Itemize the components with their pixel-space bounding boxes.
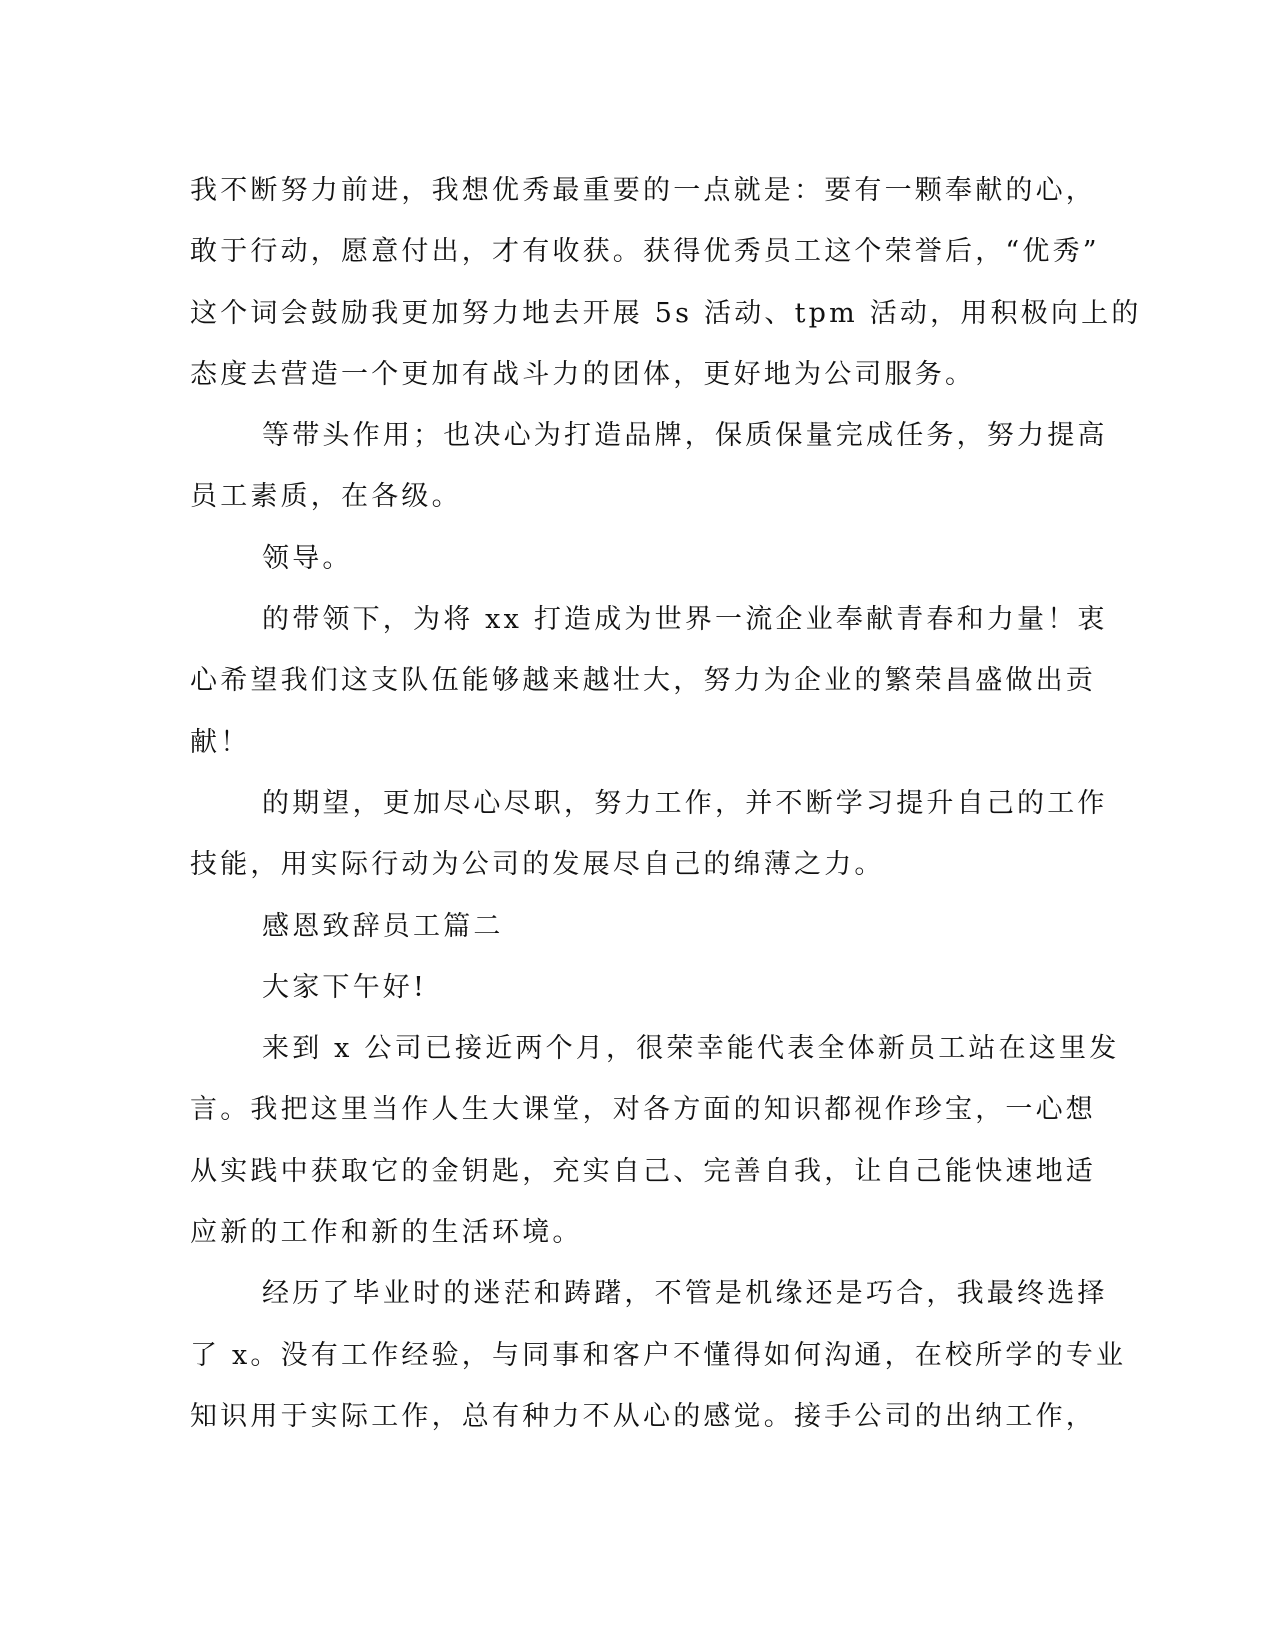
text-line: 知识用于实际工作，总有种力不从心的感觉。接手公司的出纳工作，	[190, 1400, 1096, 1432]
section-heading: 感恩致辞员工篇二	[262, 910, 504, 942]
text-line: 了 x。没有工作经验，与同事和客户不懂得如何沟通，在校所学的专业	[190, 1339, 1127, 1371]
text-line: 心希望我们这支队伍能够越来越壮大，努力为企业的繁荣昌盛做出贡	[190, 665, 1096, 697]
paragraph-start-line: 的期望，更加尽心尽职，努力工作，并不断学习提升自己的工作	[262, 787, 1108, 819]
text-line: 敢于行动，愿意付出，才有收获。获得优秀员工这个荣誉后，“优秀”	[190, 236, 1100, 268]
greeting-line: 大家下午好!	[262, 971, 428, 1003]
text-line: 言。我把这里当作人生大课堂，对各方面的知识都视作珍宝，一心想	[190, 1094, 1096, 1126]
text-line: 员工素质，在各级。	[190, 481, 462, 513]
paragraph-start-line: 领导。	[262, 542, 353, 574]
text-line: 这个词会鼓励我更加努力地去开展 5s 活动、tpm 活动，用积极向上的	[190, 297, 1142, 329]
paragraph-start-line: 来到 x 公司已接近两个月，很荣幸能代表全体新员工站在这里发	[262, 1033, 1120, 1065]
text-body	[190, 160, 1142, 1447]
text-line: 献！	[190, 726, 251, 758]
text-line: 技能，用实际行动为公司的发展尽自己的绵薄之力。	[190, 849, 885, 881]
paragraph-start-line: 的带领下，为将 xx 打造成为世界一流企业奉献青春和力量！衷	[262, 604, 1108, 636]
text-line: 应新的工作和新的生活环境。	[190, 1217, 583, 1249]
paragraph-start-line: 经历了毕业时的迷茫和踌躇，不管是机缘还是巧合，我最终选择	[262, 1278, 1108, 1310]
text-line: 我不断努力前进，我想优秀最重要的一点就是：要有一颗奉献的心，	[190, 175, 1096, 206]
text-line: 态度去营造一个更加有战斗力的团体，更好地为公司服务。	[190, 358, 976, 390]
paragraph-start-line: 等带头作用；也决心为打造品牌，保质保量完成任务，努力提高	[262, 420, 1108, 452]
text-line: 从实践中获取它的金钥匙，充实自己、完善自我，让自己能快速地适	[190, 1155, 1096, 1187]
